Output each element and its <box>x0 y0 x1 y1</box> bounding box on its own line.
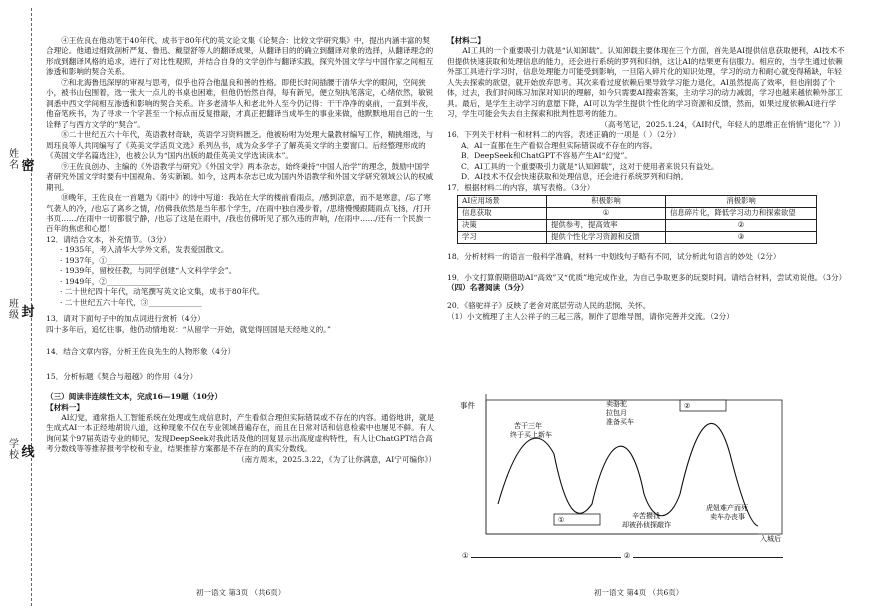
answer-2-number: ② <box>623 551 631 560</box>
table-cell: 提供参考，提高效率 <box>547 220 666 232</box>
q12-item-text: 1937年，① <box>64 255 107 265</box>
peak-1-line-2: 终于买上新车 <box>510 431 552 439</box>
name-char-2: 名 <box>9 159 19 171</box>
q16-option-b: B．DeepSeek和ChatGPT不容易产生AI“幻觉”。 <box>461 151 633 161</box>
table-cell: 信息获取 <box>458 208 547 220</box>
material-2-text: AI工具的一个重要吸引力就是“认知卸载”。认知卸载主要体现在三个方面，首先是AI提供信息获取便利，AI技术不但提供快速获取和处理信息的能力，还会进行系统的罗列和归纳，这让AI的结果更有信服力。相应的，当学生通过依赖外部工具进行学习时，信息处理能力可能受到影响，一旦陷入碎片化的知识处理，学习的动力和耐心就变得稀缺，年轻人失去探索的欲望，就开始放弃思考。其次来看过度依赖后果导致学习能力退化，AI虽然提高了效率，但也削弱了个体，过去，我们时间练习加深对知识的理解，如今只需要AI搜索答案，主动学习的动力减弱，学习也越来越依赖外部工具。最后，是学生主动学习的意愿下降，AI可以为学生提供个性化的学习资源和反馈，然而，如果过度依赖AI进行学习，学生可能会失去自主探索和批判性思考的能力。 <box>447 46 845 119</box>
name-char-1: 姓 <box>9 149 19 160</box>
table-header-cell: AI应用场景 <box>458 196 547 208</box>
material-1-source: （南方周末，2025.3.22，《为了让你满意，AI宁可编你》） <box>237 454 436 464</box>
q17-table <box>457 195 817 244</box>
page-4 <box>447 36 845 322</box>
table-header-cell: 消极影响 <box>666 196 817 208</box>
valley-2-line-2: 却被孙侦探敲诈 <box>622 521 671 529</box>
q16-option-c: C．AI工具的一个重要吸引力就是“认知卸载”，这对于使用者来说只有益处。 <box>461 161 719 171</box>
answer-2-line[interactable] <box>633 557 783 558</box>
question-20: 20．《骆驼祥子》反映了老舍对底层劳动人民的悲悯、关怀。 <box>447 301 651 311</box>
table-cell: 信息碎片化，降低学习动力和探索欲望 <box>666 208 817 220</box>
blank-1-number: ① <box>558 516 565 524</box>
table-cell-blank[interactable]: ① <box>547 208 666 220</box>
binding-margin <box>0 0 40 614</box>
q12-item-text: 1949年，② <box>64 276 107 286</box>
valley-2-label <box>622 511 671 529</box>
section-3-heading: （三）阅读非连续性文本，完成16—19题（10分） <box>46 392 222 402</box>
material-1-text: AI幻觉，通常指人工智能系统在处理或生成信息时，产生看似合理但实际错误或不存在的内容。通俗地讲，就是生成式AI一本正经地胡说八道，这种现象不仅在专业领域普遍存在，而且在日常对话和信息检索中也屡见不鲜。有人询问某个97届英语专业的师兄，发现DeepSeek对我此话及他的回复显示出高度虚构特性，有人让ChatGPT结合高考分数线等等推荐报考学校和专业，结果推荐方案都是不存在的的真实分数线。 <box>46 413 435 454</box>
question-15: 15．分析标题《契合与超越》的作用（4分） <box>46 371 198 381</box>
xiangzi-mind-map <box>458 394 786 544</box>
q12-item-text: 二十世纪五六十年代，③ <box>64 297 149 307</box>
table-cell-blank[interactable]: ③ <box>666 232 817 244</box>
section-4-heading: （四）名著阅读（5分） <box>447 282 529 292</box>
peak-2-line-3: 准备买车 <box>606 418 634 426</box>
material-1-title: 【材料一】 <box>46 402 84 412</box>
answer-lines <box>462 551 783 560</box>
q12-item: · 1937年，①______________ <box>60 255 161 265</box>
table-cell: 提供个性化学习资源和反馈 <box>547 232 666 244</box>
fall-3-line-2: 卖车办丧事 <box>710 513 745 521</box>
table-row <box>458 232 817 244</box>
question-17: 17．根据材料二的内容，填写表格。（3分） <box>447 182 595 192</box>
x-axis-label: 入城后 <box>760 535 781 543</box>
question-13-quote: 四十多年后，追忆往事，他仍动情地说：“从留学一开始，就觉得回国是天经地义的。” <box>46 324 331 334</box>
material-2-title: 【材料二】 <box>447 36 485 45</box>
fall-3-label <box>706 503 750 521</box>
school-char-1: 学 <box>9 439 19 450</box>
material-2-source: （高考笔记，2025.1.24，《AI时代，年轻人的思维正在悄悄“退化”？》） <box>600 119 845 129</box>
valley-2-line-1: 辛苦攒钱 <box>632 512 660 520</box>
passage-para-7: ⑦和北海鲁迅深厚的审视与思考，似乎也符合他温良和善的性格。即使长时间插腰于清华大学的眼间，空间狭小，被书山包围着，选一张大一点儿的书桌也困难，但他仍怡然自得，每有新见，便立刻执笔落定，心绪依然，敏锐洞悉中西文学间相互渗透和影响的契合关系。许多老清华人和老北外人至今仍记得：干干净净的桌前，一直到半夜，他奋笔疾书，为了寻求一个字甚至一个标点而反复推敲，才真正把翻译当成毕生的事业来做，他默默地用自己的一生诠释了与西方文学的“契合”。 <box>46 77 434 129</box>
question-16: 16．下列关于材料一和材料二的内容，表述正确的一项是（ ）（2分） <box>447 130 681 140</box>
fall-3-line-1: 虎妞难产而死 <box>706 504 748 512</box>
seal-mark-xian: 线 <box>21 445 35 460</box>
passage-para-6: ④王佐良在他动笔于40年代、成书于80年代的英文论文集《论契合：比较文学研究集》中，提出内涵丰富的契合理论。他通过细致剖析严复、鲁迅、戴望舒等人的翻译成果，从翻译目的的确立到翻译对象的选择，从翻译理念的形成到翻译风格的追求，进行了对比性观照，并结合自身的文学创作与翻译实践，探究外国文学与中国作家之间相互渗透和影响的契合关系。 <box>46 36 434 77</box>
q16-option-a: A．AI一直都在生产看似合理但实际错误或不存在的内容。 <box>461 140 658 150</box>
q16-option-d: D．AI技术不仅会快速获取和处理信息，还会进行系统罗列和归纳。 <box>461 172 689 182</box>
passage-para-8: ⑧二十世纪五六十年代，英语教材奇缺，英语学习资料匮乏。他被吩咐为处理大量教材编写工作，精挑细选，与周珏良等人共同编写了《英美文学活页文选》系列丛书，成为众多学子了解英美文学的主要窗口。后经整理形成的《英国文学名篇选注》，也被公认为“国内出版的最佳英美文学选读读本”。 <box>46 130 434 161</box>
table-header-row <box>458 196 817 208</box>
table-cell: 学习 <box>458 232 547 244</box>
question-18: 18．分析材料一的语言一般科学准确，材料一中划线句子略有不同，试分析此句语言的妙处（2分） <box>447 252 781 262</box>
question-20-sub: （1）小文梳理了主人公祥子的三起三落，制作了思维导图，请你完善并交流。（2分） <box>447 311 734 321</box>
table-row <box>458 220 817 232</box>
q12-item-text: 1939年，留校任教，与同学创建“人文科学学会”。 <box>64 266 237 276</box>
q12-item: · 二十世纪五六十年代，③______________ <box>60 297 202 307</box>
q12-item: · 1949年，②______________ <box>60 276 161 286</box>
peak-2-line-2: 拉包月 <box>606 409 627 417</box>
peak-2-label <box>606 399 634 426</box>
q12-item: · 二十世纪四十年代，动笔撰写英文论文集，成书于80年代。 <box>60 287 265 297</box>
q12-item: · 1935年，考入清华大学外文系，发表爱国散文。 <box>60 245 229 255</box>
seal-mark-mi: 密 <box>21 159 35 174</box>
question-12: 12．请结合文本，补充情节。（3分） <box>46 234 171 244</box>
peak-1-label <box>510 421 552 439</box>
page-3-footer: 初一语文 第3页 （共6页） <box>196 588 286 597</box>
table-row <box>458 208 817 220</box>
school-char-2: 校 <box>9 449 19 461</box>
passage-para-10: ⑩晚年，王佐良在一首题为《雨中》的诗中写道：我站在大学的楼前看雨点，/感到凉意，而不是寒意，/忘了寒气袭人的冷，/也忘了离乡之情，/仿佛我依然是当年那个学生，/在雨中独自漫步着，/思绪慢慢跟随雨点飞扬，/打开书页……/在雨中一切都很宁静，/也忘了这是在雨中，/我也仿佛听见了那久违的声响，/在雨中……/还有一个民族一百年的焦虑和心愿！ <box>46 193 431 234</box>
q12-item-text: 1935年，考入清华大学外文系，发表爱国散文。 <box>64 245 229 255</box>
q12-item-text: 二十世纪四十年代，动笔撰写英文论文集，成书于80年代。 <box>64 287 265 297</box>
page-4-footer: 初一语文 第4页 （共6页） <box>594 588 684 597</box>
blank-2-number: ② <box>684 402 691 410</box>
class-char-1: 班 <box>9 299 19 310</box>
question-13: 13．请对下面句子中的加点词进行赏析（4分） <box>46 314 205 324</box>
page-3 <box>46 36 436 465</box>
seal-mark-feng: 封 <box>21 305 35 320</box>
peak-2-line-1: 卖骆驼 <box>606 400 627 408</box>
class-char-2: 级 <box>9 309 19 321</box>
answer-1-line[interactable] <box>471 557 621 558</box>
question-19: 19．小文打算假期借助AI“高效”又“优质”地完成作业，为自己争取更多的玩耍时间。请结合材料，尝试劝说他。（3分） <box>447 272 847 282</box>
answer-1-number: ① <box>462 551 469 560</box>
passage-para-9: ⑨王佐良创办、主编的《外语教学与研究》《外国文学》两本杂志，始终秉持“中国人治学”的理念，鼓励中国学者研究外国文学时要有中国视角、务实新颖。如今，这两本杂志已成为国内外语教学和外国文学研究领域公认的权威期刊。 <box>46 161 434 192</box>
table-cell-blank[interactable]: ② <box>666 220 817 232</box>
y-axis-label: 事件 <box>460 401 475 410</box>
table-cell: 决策 <box>458 220 547 232</box>
question-14: 14．结合文章内容，分析王佐良先生的人物形象（4分） <box>46 347 236 357</box>
q12-item: · 1939年，留校任教，与同学创建“人文科学学会”。 <box>60 266 237 276</box>
table-header-cell: 积极影响 <box>547 196 666 208</box>
peak-1-line-1: 苦干三年 <box>514 422 542 430</box>
